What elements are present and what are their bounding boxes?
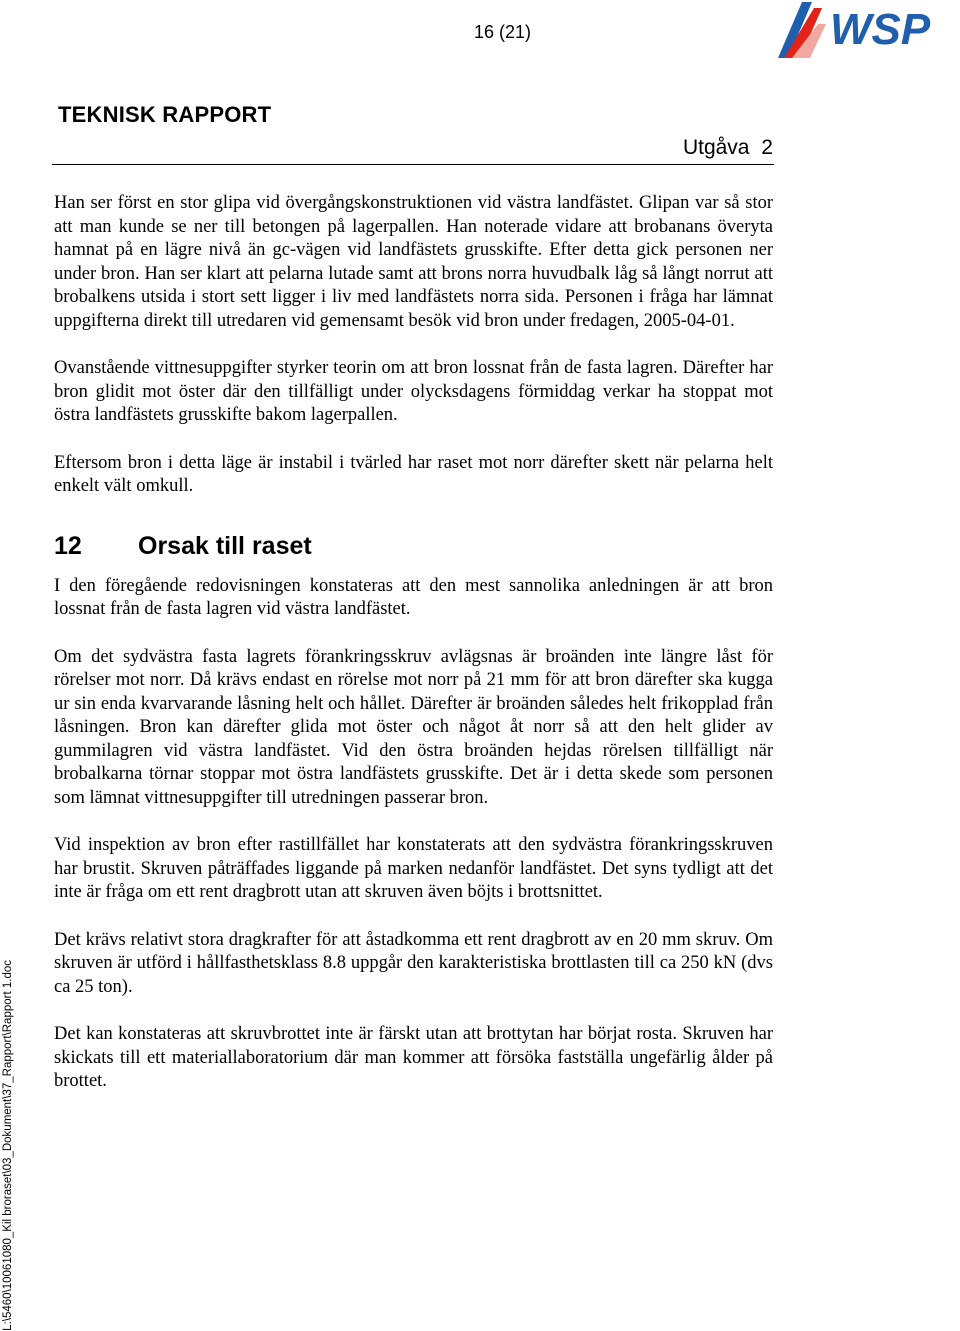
paragraph-tensile-forces: Det krävs relativt stora dragkrafter för att åstadkomma ett rent dragbrott av en 20 mm skruv. Om skruven är utförd i hållfasthetsklass 8.8 uppgår den karakteristiska brottlasten till ca 250 kN (dvs ca 25 ton). — [54, 929, 773, 997]
wsp-logo — [770, 0, 960, 62]
edition-label: Utgåva 2 — [682, 136, 773, 159]
paragraph-anchor-bolt: Om det sydvästra fasta lagrets förankringsskruv avlägsnas är broänden inte längre låst för rörelser mot norr. Då krävs endast en rörelse mot norr på 21 mm för att bron därefter ska kugga ur sin enda kvarvarande låsning helt och hållet. Därefter är broänden således helt frikopplad från låsningen. Bron kan därefter glida mot öster och något åt norr så att den helt glider av gummilagren vid västra landfästet. Vid den östra broänden hejdas rörelsen tillfälligt när brobalkarna törnar stoppar mot östra landfästets grusskifte. Det är i detta skede som personen som lämnat vittnesuppgifter till utredningen passerar bron. — [54, 646, 773, 809]
paragraph-theory-support: Ovanstående vittnesuppgifter styrker teorin om att bron lossnat från de fasta lagren. Därefter har bron glidit mot öster där den tillfälligt under olycksdagens förmiddag verkar ha stoppat mot östra landfästets grusskifte bakom lagerpallen. — [54, 358, 773, 426]
paragraph-collapse: Eftersom bron i detta läge är instabil i tvärled har raset mot norr därefter skett när pelarna helt enkelt vält omkull. — [54, 452, 773, 497]
paragraph-rust: Det kan konstateras att skruvbrottet inte är färskt utan att brottytan har börjat rosta. Skruven har skickats till ett materiallaboratorium där man kommer att försöka fastställa ungefärlig ålder på brottet. — [54, 1024, 773, 1092]
document-type: TEKNISK RAPPORT — [58, 102, 272, 127]
section-title: Orsak till raset — [138, 531, 312, 560]
report-body — [54, 192, 773, 1117]
section-heading — [54, 531, 773, 561]
paragraph-witness-account: Han ser först en stor glipa vid övergångskonstruktionen vid västra landfästet. Glipan var så stor att man kunde se ner till betongen på lagerpallen. Han noterade vidare att brobanans överyta hamnat på en lägre nivå än gc-vägen vid landfästets grusskifte. Efter detta gick personen ner under bron. Han ser klart att pelarna lutade samt att brons norra huvudbalk låg så långt norrut att brobalkens utsida i stort sett ligger i liv med landfästets norra sida. Personen i fråga har lämnat uppgifterna direkt till utredaren vid gemensamt besök vid bron under fredagen, 2005-04-01. — [54, 193, 773, 331]
section-number: 12 — [54, 531, 82, 560]
file-path-footer — [0, 959, 20, 1331]
page-number: 16 (21) — [473, 22, 532, 42]
header-divider — [52, 164, 774, 165]
paragraph-inspection: Vid inspektion av bron efter rastillfället har konstaterats att den sydvästra förankringsskruven har brustit. Skruven påträffades liggande på marken nedanför landfästet. Det syns tydligt att det inte är fråga om ett rent dragbrott utan att skruven även böjts i brottsnittet. — [54, 835, 773, 903]
paragraph-probable-cause: I den föregående redovisningen konstateras att den mest sannolika anledningen är att bron lossnat från de fasta lagren vid västra landfästet. — [54, 575, 773, 620]
wsp-logo-text: WSP — [830, 5, 931, 54]
file-path-text: L:\5460\10061080_Kil broraset\03_Dokument\37_Rapport\Rapport 1.doc — [2, 960, 14, 1331]
